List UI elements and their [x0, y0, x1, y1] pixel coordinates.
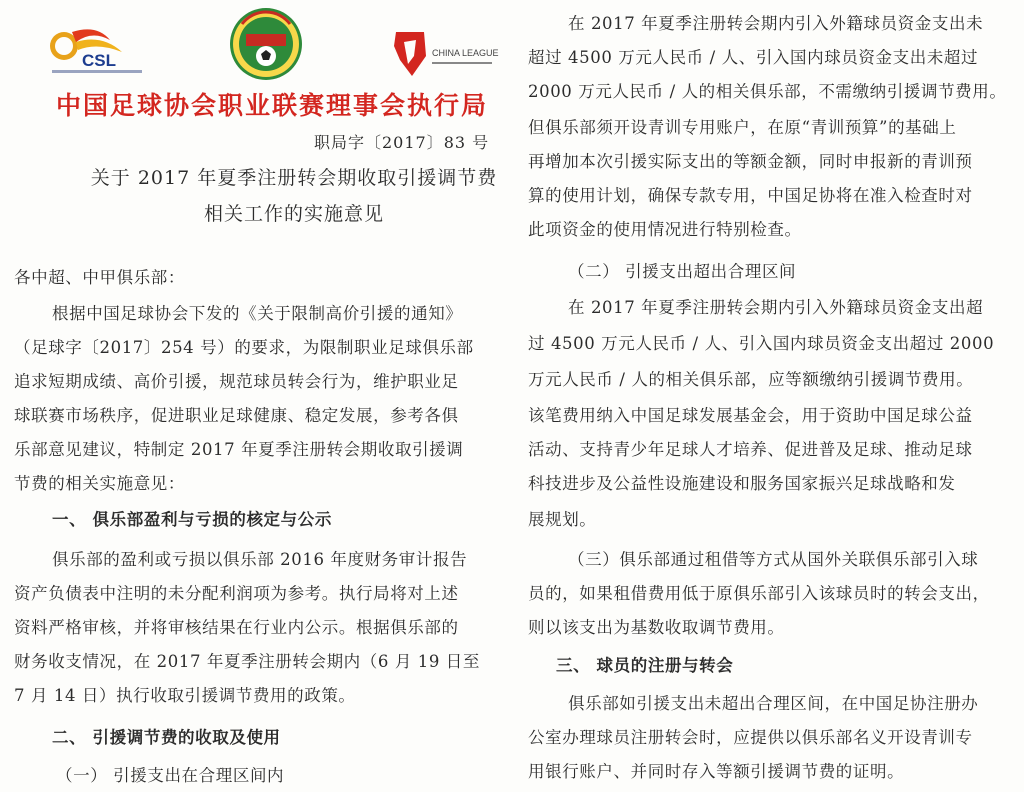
subsection-heading: （二） 引援支出超出合理区间 — [568, 262, 797, 281]
paragraph-line: 万元人民币 / 人的相关俱乐部，应等额缴纳引援调节费用。 — [528, 370, 974, 389]
paragraph-line: 此项资金的使用情况进行特别检查。 — [528, 220, 802, 239]
svg-text:CSL: CSL — [82, 51, 116, 70]
paragraph-line: 财务收支情况，在 2017 年夏季注册转会期内（6 月 19 日至 — [14, 652, 481, 671]
paragraph-line: 用银行账户、并同时存入等额引援调节费的证明。 — [528, 762, 905, 781]
svg-text:CHINA LEAGUE: CHINA LEAGUE — [432, 48, 499, 58]
title-line-1: 关于 2017 年夏季注册转会期收取引援调节费 — [90, 167, 498, 189]
document-title — [74, 160, 514, 232]
csl-logo-icon — [42, 22, 152, 78]
issuing-authority-title: 中国足球协会职业联赛理事会执行局 — [56, 91, 489, 120]
section-heading-3: 三、 球员的注册与转会 — [556, 656, 734, 675]
subsection-heading: （一） 引援支出在合理区间内 — [56, 766, 285, 785]
paragraph-line: 7 月 14 日）执行收取引援调节费用的政策。 — [14, 686, 356, 705]
paragraph-line: 在 2017 年夏季注册转会期内引入外籍球员资金支出超 — [568, 298, 984, 317]
paragraph-line: 资产负债表中注明的未分配利润项为参考。执行局将对上述 — [14, 584, 459, 603]
paragraph-line: 员的，如果租借费用低于原俱乐部引入该球员时的转会支出， — [528, 584, 990, 603]
paragraph-line: 球联赛市场秩序，促进职业足球健康、稳定发展，参考各俱 — [14, 406, 459, 425]
right-column — [528, 0, 1006, 792]
cfa-emblem-icon — [228, 6, 304, 82]
paragraph-line: 在 2017 年夏季注册转会期内引入外籍球员资金支出未 — [568, 14, 984, 33]
paragraph-line: 算的使用计划，确保专款专用，中国足协将在准入检查时对 — [528, 186, 973, 205]
paragraph-line: 科技进步及公益性设施建设和服务国家振兴足球战略和发 — [528, 474, 956, 493]
paragraph-line: 根据中国足球协会下发的《关于限制高价引援的通知》 — [52, 304, 463, 323]
paragraph-line: 展规划。 — [528, 510, 597, 529]
paragraph-line: 该笔费用纳入中国足球发展基金会，用于资助中国足球公益 — [528, 406, 973, 425]
paragraph-line: 节费的相关实施意见： — [14, 474, 185, 493]
paragraph-line: 2000 万元人民币 / 人的相关俱乐部，不需缴纳引援调节费用。 — [528, 82, 1007, 101]
section-heading-1: 一、 俱乐部盈利与亏损的核定与公示 — [52, 510, 332, 529]
title-line-2: 相关工作的实施意见 — [203, 203, 384, 225]
section-heading-2: 二、 引援调节费的收取及使用 — [52, 728, 281, 747]
salutation: 各中超、中甲俱乐部： — [14, 268, 185, 287]
left-column — [14, 0, 510, 792]
paragraph-line: 乐部意见建议，特制定 2017 年夏季注册转会期收取引援调 — [14, 440, 464, 459]
paragraph-line: 超过 4500 万元人民币 / 人、引入国内球员资金支出未超过 — [528, 48, 979, 67]
paragraph-line: 俱乐部的盈利或亏损以俱乐部 2016 年度财务审计报告 — [52, 550, 468, 569]
document-number: 职局字〔2017〕83 号 — [314, 133, 490, 152]
paragraph-line: 再增加本次引援实际支出的等额金额，同时申报新的青训预 — [528, 152, 973, 171]
paragraph-line: 俱乐部如引援支出未超出合理区间，在中国足协注册办 — [568, 694, 979, 713]
paragraph-line: 公室办理球员注册转会时，应提供以俱乐部名义开设青训专 — [528, 728, 973, 747]
paragraph-line: 资料严格审核，并将审核结果在行业内公示。根据俱乐部的 — [14, 618, 459, 637]
paragraph-line: 则以该支出为基数收取调节费用。 — [528, 618, 785, 637]
paragraph-line: 活动、支持青少年足球人才培养、促进普及足球、推动足球 — [528, 440, 973, 459]
paragraph-line: （三）俱乐部通过租借等方式从国外关联俱乐部引入球 — [568, 550, 979, 569]
paragraph-line: 追求短期成绩、高价引援，规范球员转会行为，维护职业足 — [14, 372, 459, 391]
paragraph-line: 但俱乐部须开设青训专用账户，在原“青训预算”的基础上 — [528, 118, 957, 137]
logo-row — [14, 0, 510, 82]
china-league-logo-icon — [386, 26, 506, 82]
paragraph-line: 过 4500 万元人民币 / 人、引入国内球员资金支出超过 2000 — [528, 334, 995, 353]
paragraph-line: （足球字〔2017〕254 号）的要求，为限制职业足球俱乐部 — [14, 338, 474, 357]
